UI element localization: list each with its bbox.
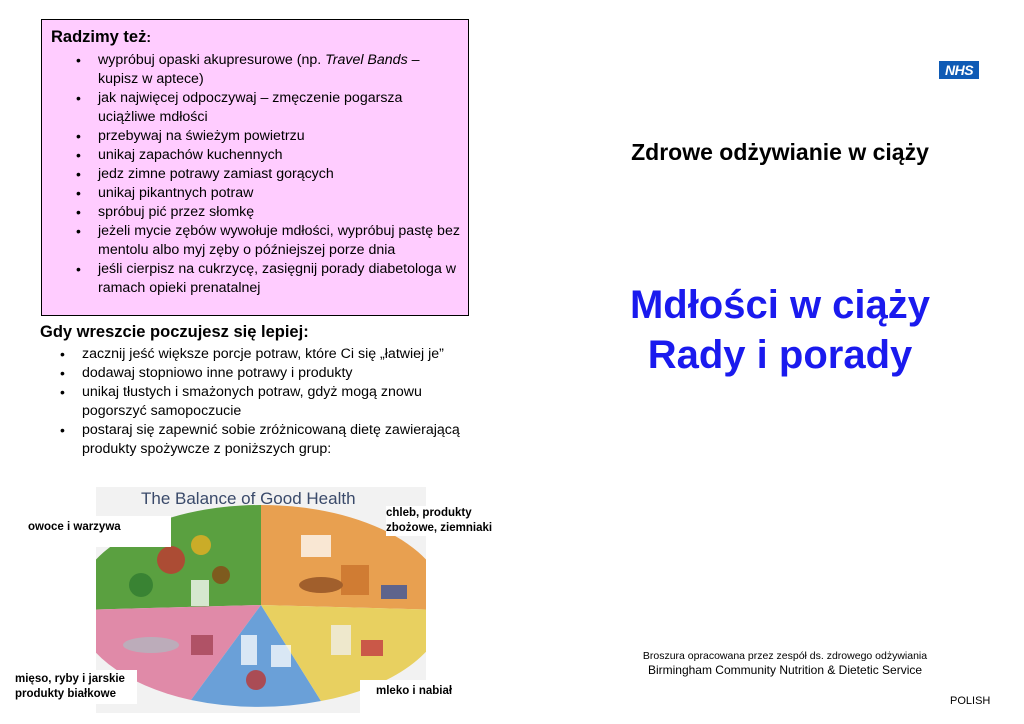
- after-recovery-item: • unikaj tłustych i smażonych potraw, gdyż mogą znowu pogorszyć samopoczucie: [57, 383, 477, 421]
- brochure-subtitle: Zdrowe odżywianie w ciąży: [631, 139, 929, 165]
- label-milk: mleko i nabiał: [360, 680, 486, 715]
- advice-item: • jeżeli mycie zębów wywołuje mdłości, wypróbuj pastę bez mentolu albo myj zęby o późniejszej porze dnia: [73, 222, 463, 260]
- advice-item: • jeśli cierpisz na cukrzycę, zasięgnij porady diabetologa w ramach opieki prenatalnej: [73, 260, 463, 298]
- brochure-title: Mdłości w ciąży Rady i porady: [629, 283, 931, 377]
- label-bread: chleb, produkty zbożowe, ziemniaki: [386, 507, 493, 534]
- after-recovery-item: • zacznij jeść większe porcje potraw, które Ci się „łatwiej je”: [57, 345, 477, 364]
- advice-item: • unikaj pikantnych potraw: [73, 184, 463, 203]
- advice-item: • przebywaj na świeżym powietrzu: [73, 127, 463, 146]
- after-recovery-item: • postaraj się zapewnić sobie zróżnicowaną dietę zawierającą produkty spożywcze z poniższych grup:: [57, 421, 477, 459]
- nhs-logo: NHS: [939, 61, 979, 79]
- credit-line-1: Broszura opracowana przez zespół ds. zdrowego odżywiania: [642, 650, 928, 662]
- advice-item: • wypróbuj opaski akupresurowe (np. Travel Bands – kupisz w aptece): [73, 51, 463, 89]
- after-recovery-title: Gdy wreszcie poczujesz się lepiej:: [40, 323, 309, 341]
- advice-item: • unikaj zapachów kuchennych: [73, 146, 463, 165]
- after-recovery-item: • dodawaj stopniowo inne potrawy i produkty: [57, 364, 477, 383]
- advice-item: • spróbuj pić przez słomkę: [73, 203, 463, 222]
- label-fruit-veg: owoce i warzywa: [17, 516, 171, 547]
- advice-item: • jedz zimne potrawy zamiast gorących: [73, 165, 463, 184]
- advice-box: [41, 19, 469, 316]
- plate-title: The Balance of Good Health: [141, 489, 356, 508]
- label-meat: mięso, ryby i jarskie produkty białkowe: [5, 670, 137, 704]
- language-label: POLISH: [950, 695, 991, 707]
- credit-line-2: Birmingham Community Nutrition & Dietetic Service: [647, 663, 923, 677]
- advice-list: [73, 51, 463, 298]
- advice-box-title: Radzimy też:: [51, 28, 152, 46]
- after-recovery-list: [57, 345, 477, 459]
- advice-item: • jak najwięcej odpoczywaj – zmęczenie pogarsza uciążliwe mdłości: [73, 89, 463, 127]
